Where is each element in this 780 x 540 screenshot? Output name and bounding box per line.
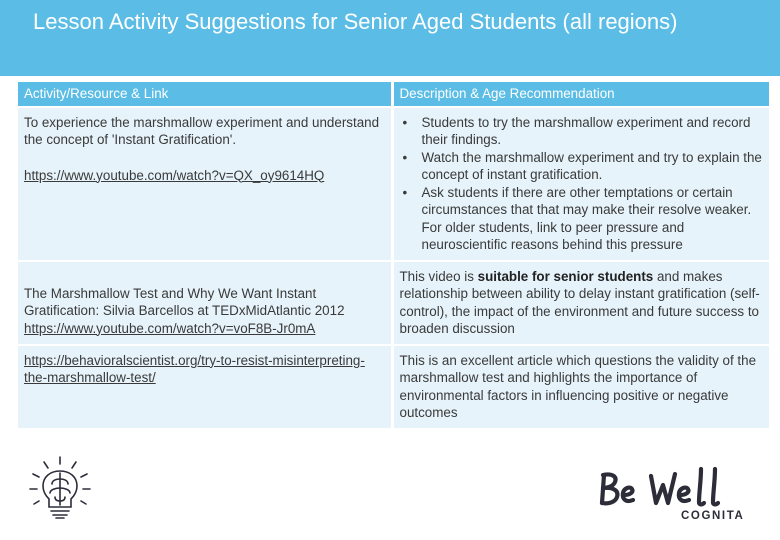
activity-text: To experience the marshmallow experiment and understand the concept of 'Instant Gratification'. bbox=[24, 114, 380, 147]
list-item: • Students to try the marshmallow experiment and record their findings. bbox=[400, 114, 764, 149]
table-row bbox=[18, 345, 769, 429]
description-text: This is an excellent article which questions the validity of the marshmallow test and highlights the importance of environmental factors in influencing positive or negative outcomes bbox=[399, 352, 757, 420]
description-cell bbox=[392, 345, 769, 429]
description-prefix: This video is bbox=[399, 268, 478, 284]
column-header-activity: Activity/Resource & Link bbox=[18, 82, 392, 107]
youtube-link-marshmallow[interactable]: https://www.youtube.com/watch?v=QX_oy9614HQ bbox=[24, 167, 325, 183]
table-row bbox=[18, 261, 769, 345]
description-cell bbox=[392, 261, 769, 345]
be-well-logotype bbox=[597, 463, 757, 509]
activity-text: The Marshmallow Test and Why We Want Instant Gratification: Silvia Barcellos at TEDxMidAtlantic 2012 bbox=[24, 285, 345, 318]
header-banner bbox=[0, 0, 780, 76]
activity-cell bbox=[18, 107, 392, 261]
list-item: • Ask students if there are other temptations or certain circumstances that that may make their resolve weaker. For older students, link to peer pressure and neuroscientific reasons behind this pressure bbox=[400, 184, 764, 254]
activity-table bbox=[18, 82, 769, 430]
brain-lightbulb-icon bbox=[28, 455, 92, 525]
page-title: Lesson Activity Suggestions for Senior Aged Students (all regions) bbox=[33, 9, 678, 34]
youtube-link-ted[interactable]: https://www.youtube.com/watch?v=voF8B-Jr0mA bbox=[24, 320, 316, 336]
activity-cell bbox=[18, 345, 392, 429]
be-well-cognita-logo bbox=[597, 463, 757, 531]
article-link[interactable]: https://behavioralscientist.org/try-to-resist-misinterpreting-the-marshmallow-test/ bbox=[24, 352, 365, 385]
table-row bbox=[18, 107, 769, 261]
description-emphasis: suitable for senior students bbox=[477, 268, 654, 284]
activity-cell bbox=[18, 261, 392, 345]
description-suffix: and makes relationship between ability to delay instant gratification (self-control), the impact of the environment and future success to broaden discussion bbox=[399, 268, 760, 336]
cognita-wordmark: COGNITA bbox=[681, 510, 745, 522]
column-header-description: Description & Age Recommendation bbox=[392, 82, 769, 107]
list-item: • Watch the marshmallow experiment and try to explain the concept of instant gratification. bbox=[400, 149, 764, 184]
table-header-row bbox=[18, 82, 769, 107]
bullet-list bbox=[400, 114, 764, 254]
description-cell bbox=[392, 107, 769, 261]
